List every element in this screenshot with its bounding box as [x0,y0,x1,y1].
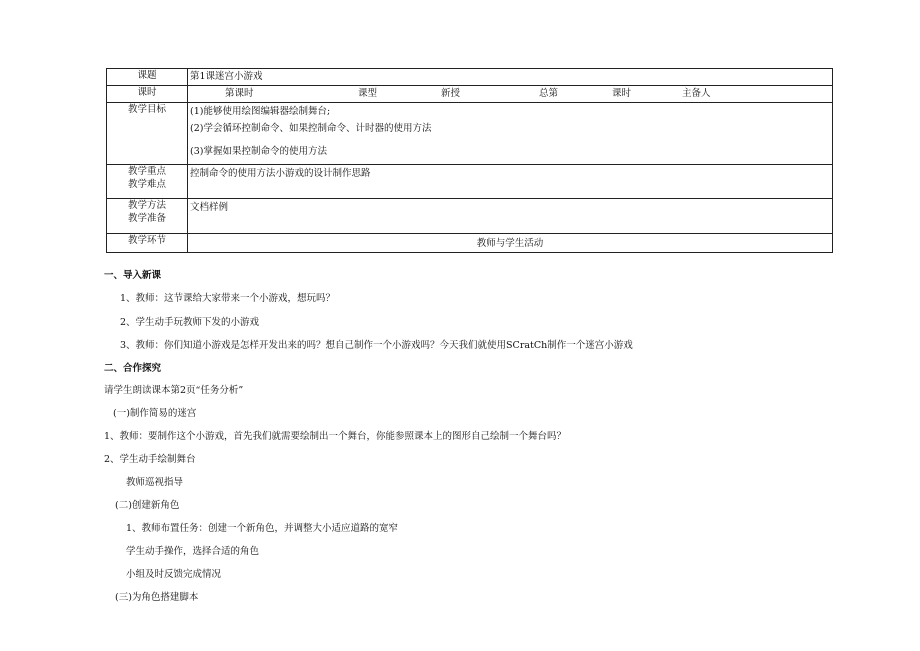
step-label: 教学环节 [107,234,188,253]
hours-total: 总第 [539,88,559,99]
body-line: (一)制作简易的迷宫 [113,408,197,419]
table-row-step [107,234,833,253]
body-line: 教师巡视指导 [126,477,184,488]
method-value [188,199,833,234]
preparation-label: 教学准备 [127,213,166,224]
body-line: (三)为角色搭建脚本 [115,592,199,603]
body-line: 1、教师布置任务：创建一个新角色，并调整大小适应道路的宽窄 [126,523,399,534]
body-line: 2、学生动手绘制舞台 [104,454,196,465]
hours-session: 第课时 [225,88,254,99]
body-line: 小组及时反馈完成情况 [126,569,222,580]
hours-unit: 课时 [612,88,632,99]
goal-item: (1)能够使用绘图编辑器绘制舞台; [190,106,331,117]
body-line: 请学生朗读课本第2页“任务分析” [104,385,244,396]
body-line: 1、教师：要制作这个小游戏，首先我们就需要绘制出一个舞台，你能参照课本上的图形自己绘制一个舞台吗？ [104,431,567,442]
body-line: 2、学生动手玩教师下发的小游戏 [120,317,260,328]
table-row-title [107,69,833,86]
difficulty-label: 教学难点 [127,179,166,190]
section-heading-explore: 二、合作探究 [104,363,162,374]
method-label: 教学方法 [127,200,166,211]
body-line: 1、教师：这节课给大家带来一个小游戏，想玩吗？ [120,293,336,304]
table-row-hours [107,86,833,103]
goal-item: (3)掌握如果控制命令的使用方法 [190,146,327,157]
body-line: 学生动手操作，选择合适的角色 [126,546,260,557]
goal-item: (2)学会循环控制命令、如果控制命令、计时器的使用方法 [190,123,432,134]
goals-label: 教学目标 [107,103,188,165]
title-value [188,69,833,86]
method-labels [107,199,188,234]
table-row-goals [107,103,833,165]
body-line: 3、教师：你们知道小游戏是怎样开发出来的吗？想自己制作一个小游戏吗？今天我们就使用SCratCh制作一个迷宫小游戏 [120,340,633,351]
table-row-method [107,199,833,234]
hours-type-value: 新授 [441,88,461,99]
title-label: 课题 [107,69,188,86]
body-line: (二)创建新角色 [115,500,180,511]
section-heading-intro: 一、导入新课 [104,270,162,281]
hours-preparer: 主备人 [682,88,711,99]
key-value-text: 控制命令的使用方法小游戏的设计制作思路 [190,168,371,179]
title-value-text: 第1课迷宫小游戏 [190,71,263,82]
table-row-key-points [107,165,833,199]
method-value-text: 文档样例 [190,202,229,213]
key-value [188,165,833,199]
hours-cells [188,86,833,103]
goals-value [188,103,833,165]
hours-label: 课时 [107,86,188,103]
key-label: 教学重点 [127,166,166,177]
hours-type-label: 课型 [358,88,378,99]
step-value: 教师与学生活动 [188,234,833,253]
key-labels [107,165,188,199]
lesson-plan-table [106,68,833,253]
